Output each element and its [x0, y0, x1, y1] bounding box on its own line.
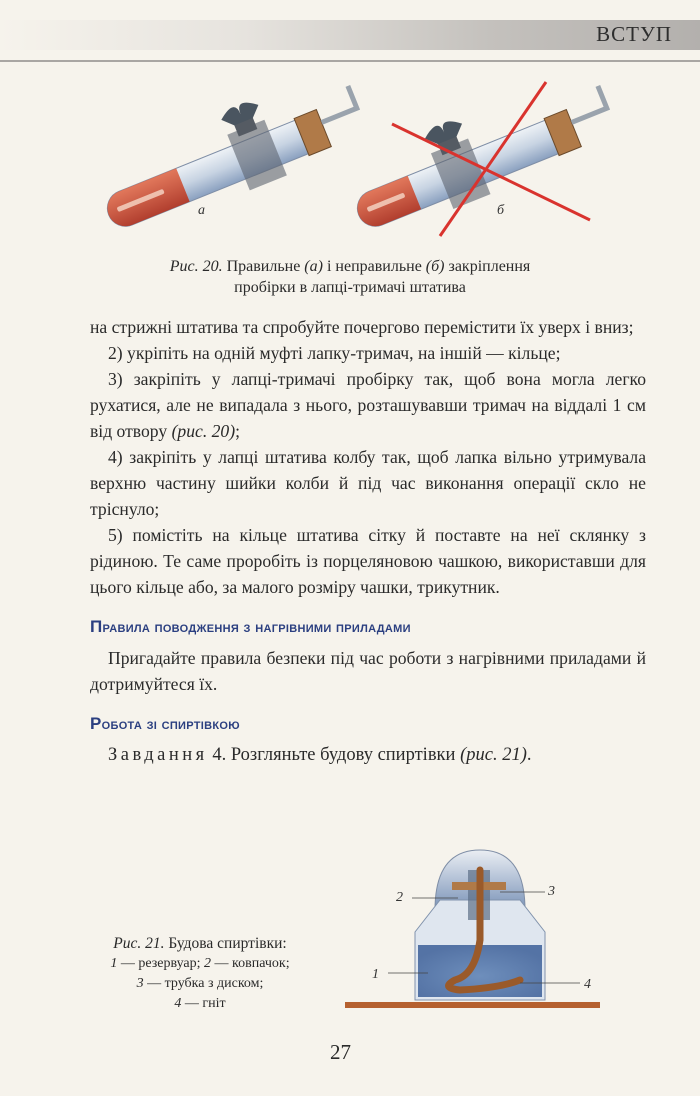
- test-tube-correct: [89, 70, 371, 243]
- table-surface: [345, 1002, 600, 1008]
- caption-20-line2: пробірки в лапці-тримачі штатива: [234, 279, 466, 296]
- figure-20: [0, 70, 700, 260]
- paragraph-step-3: [90, 366, 646, 444]
- caption-20-num: Рис. 20.: [169, 258, 223, 275]
- caption-21-num: Рис. 21.: [113, 935, 165, 952]
- page-number: 27: [330, 1040, 351, 1064]
- test-tube-incorrect: [339, 70, 621, 243]
- paragraph-step-2: 2) укріпіть на одній муфті лапку-тримач, на іншій — кільце;: [108, 343, 561, 363]
- main-text: [90, 314, 646, 768]
- caption-21-line1: 1 — резервуар; 2 — ковпачок;: [110, 956, 290, 971]
- section-heating-devices-text: Пригадайте правила безпеки під час роботи з нагрівними приладами й дотримуйтеся їх.: [90, 648, 646, 694]
- caption-20-a: (а): [304, 258, 323, 275]
- task-4: Завдання 4. Розгляньте будову спиртівки (рис. 21).: [108, 745, 532, 765]
- section-heating-devices-title: Правила поводження з нагрівними приладами: [90, 617, 411, 636]
- header-rule: [0, 60, 700, 62]
- caption-21-line2: 3 — трубка з диском;: [136, 976, 264, 991]
- caption-20-part1: Правильне: [226, 258, 301, 275]
- step-3-ref: (рис. 20): [171, 421, 236, 441]
- caption-20-part2: і неправильне: [326, 258, 422, 275]
- paragraph-step-5: 5) помістіть на кільце штатива сітку й поставте на неї склянку з рідиною. Те саме проробіть із порцеляновою чашкою, використавши для цього кільце або, за малого розміру чашки, трикутник.: [90, 525, 646, 597]
- callout-3: 3: [548, 884, 555, 899]
- section-spirit-lamp-title: Робота зі спиртівкою: [90, 714, 240, 733]
- callout-4: 4: [584, 977, 591, 992]
- caption-21-title: Будова спиртівки:: [168, 935, 287, 952]
- step-3-text: 3) закріпіть у лапці-тримачі пробірку так, щоб вона могла легко рухатися, але не випадала з нього, розташувавши тримач на віддалі 1 см від отвору: [90, 369, 646, 441]
- figure-21-caption: [70, 934, 330, 1013]
- callout-1: 1: [372, 967, 379, 982]
- caption-21-line3: 4 — гніт: [174, 996, 226, 1011]
- caption-20-b: (б): [425, 258, 445, 275]
- step-3-end: ;: [235, 421, 240, 441]
- paragraph-continued: на стрижні штатива та спробуйте почергово перемістити їх уверх і вниз;: [90, 317, 634, 337]
- figure-20-label-a: а: [198, 203, 205, 218]
- caption-20-part3: закріплення: [448, 258, 531, 275]
- figure-20-label-b: б: [497, 203, 505, 218]
- figure-21: [340, 840, 600, 1015]
- section-title: ВСТУП: [596, 22, 672, 46]
- header-band: [0, 20, 700, 50]
- task-label: Завдання: [108, 745, 208, 765]
- callout-2: 2: [396, 890, 403, 905]
- figure-20-caption: [100, 256, 600, 298]
- paragraph-step-4: 4) закріпіть у лапці штатива колбу так, щоб лапка вільно утримувала верхню частину шийки колби й під час виконання операції скло не тріснуло;: [90, 447, 646, 519]
